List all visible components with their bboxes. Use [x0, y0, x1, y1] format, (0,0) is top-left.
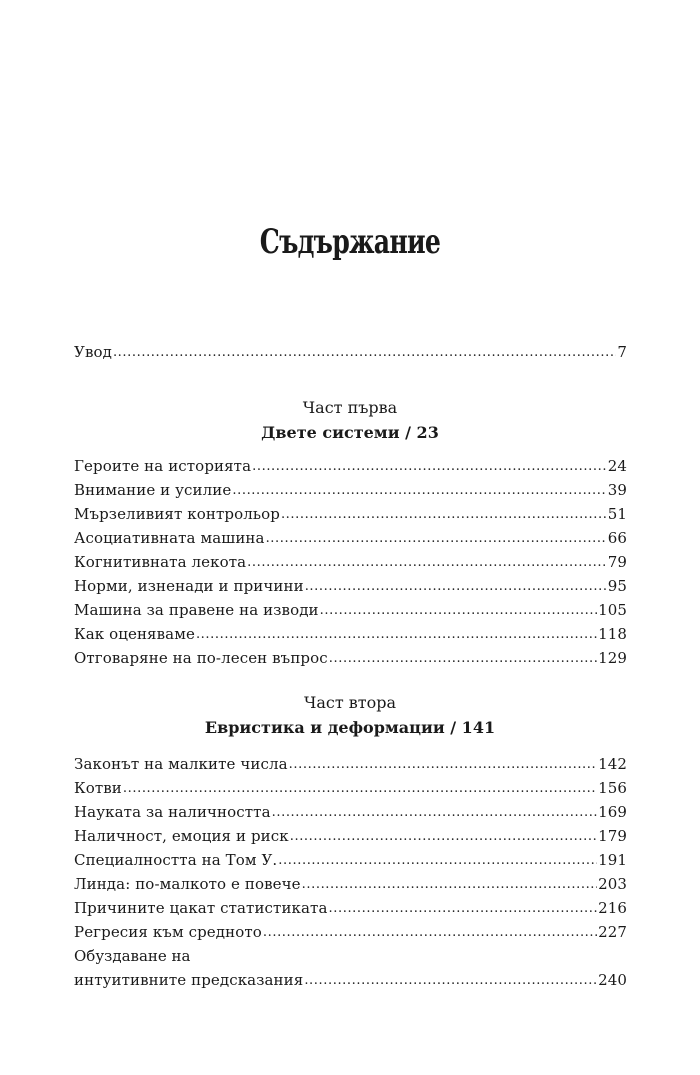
toc-entry-label: Причините цакат статистиката [74, 899, 328, 917]
toc-entry[interactable] [74, 752, 627, 776]
toc-entry[interactable] [74, 646, 627, 670]
dot-leader [272, 799, 597, 825]
toc-entry-label: Норми, изненади и причини [74, 577, 304, 595]
dot-leader [304, 967, 597, 993]
toc-entry-label: Увод [74, 343, 112, 361]
dot-leader [329, 645, 597, 671]
toc-entry-page: 24 [607, 457, 627, 475]
toc-entry-label: Специалността на Том У. [74, 851, 278, 869]
dot-leader [289, 751, 597, 777]
toc-entry-page: 227 [598, 923, 627, 941]
toc-entry[interactable] [74, 800, 627, 824]
toc-entry-page: 7 [617, 343, 627, 361]
part-2-title: Евристика и деформации / 141 [204, 718, 496, 737]
toc-entry-page: 203 [598, 875, 627, 893]
toc-entry[interactable] [74, 550, 627, 574]
toc-entry-label: интуитивните предсказания [74, 971, 304, 989]
toc-entry-label: Наличност, емоция и риск [74, 827, 289, 845]
dot-leader [290, 823, 597, 849]
page-title: Съдържание [259, 222, 441, 262]
toc-entry-label: Мързеливият контрольор [74, 505, 280, 523]
toc-entry-label: Героите на историята [74, 457, 252, 475]
part-2-label: Част втора [303, 693, 397, 712]
dot-leader [232, 477, 606, 503]
toc-entry-page: 216 [598, 899, 627, 917]
toc-entry[interactable] [74, 920, 627, 944]
toc-entry-page: 142 [598, 755, 627, 773]
dot-leader [247, 549, 607, 575]
dot-leader [302, 871, 597, 897]
toc-entry[interactable] [74, 478, 627, 502]
dot-leader [266, 525, 607, 551]
toc-entry[interactable] [74, 824, 627, 848]
toc-entry-intro[interactable] [74, 340, 627, 364]
toc-entry-page: 179 [598, 827, 627, 845]
toc-entry-label: Внимание и усилие [74, 481, 232, 499]
toc-entry-label: Машина за правене на изводи [74, 601, 319, 619]
toc-entry[interactable] [74, 896, 627, 920]
dot-leader [305, 573, 607, 599]
toc-entry-label: Асоциативната машина [74, 529, 265, 547]
dot-leader [123, 775, 597, 801]
toc-entry[interactable] [74, 968, 627, 992]
toc-entry-page: 129 [598, 649, 627, 667]
toc-entry-label: Законът на малките числа [74, 755, 288, 773]
toc-entry-page: 105 [598, 601, 627, 619]
dot-leader [196, 621, 597, 647]
toc-entry-page: 191 [598, 851, 627, 869]
toc-entry-label: Регресия към средното [74, 923, 262, 941]
part-1-title: Двете системи / 23 [261, 423, 439, 442]
dot-leader [113, 339, 616, 365]
toc-entry-page: 79 [607, 553, 627, 571]
dot-leader [329, 895, 598, 921]
toc-entry[interactable] [74, 776, 627, 800]
dot-leader [320, 597, 597, 623]
toc-entry-page: 169 [598, 803, 627, 821]
toc-entry-page: 240 [598, 971, 627, 989]
dot-leader [278, 847, 597, 873]
toc-entry[interactable] [74, 454, 627, 478]
toc-entry-page: 51 [607, 505, 627, 523]
toc-entry[interactable] [74, 574, 627, 598]
toc-entry-label: Котви [74, 779, 122, 797]
toc-entry-label: Линда: по-малкото е повече [74, 875, 301, 893]
toc-entry-label: Когнитивната лекота [74, 553, 247, 571]
toc-entry-page: 156 [598, 779, 627, 797]
toc-entry[interactable] [74, 622, 627, 646]
dot-leader [263, 919, 597, 945]
part-1-label: Част първа [302, 398, 398, 417]
toc-entry[interactable] [74, 526, 627, 550]
toc-entry-label: Отговаряне на по-лесен въпрос [74, 649, 328, 667]
dot-leader [281, 501, 607, 527]
toc-entry-page: 66 [607, 529, 627, 547]
toc-entry-label: Науката за наличността [74, 803, 271, 821]
toc-entry-label: Как оценяваме [74, 625, 195, 643]
toc-entry[interactable] [74, 872, 627, 896]
toc-entry[interactable] [74, 598, 627, 622]
toc-entry-page: 39 [607, 481, 627, 499]
toc-entry-label-line1[interactable]: Обуздаване на [74, 947, 191, 965]
toc-entry-page: 95 [607, 577, 627, 595]
toc-entry[interactable] [74, 502, 627, 526]
toc-entry[interactable] [74, 848, 627, 872]
toc-entry-page: 118 [598, 625, 627, 643]
dot-leader [252, 453, 607, 479]
